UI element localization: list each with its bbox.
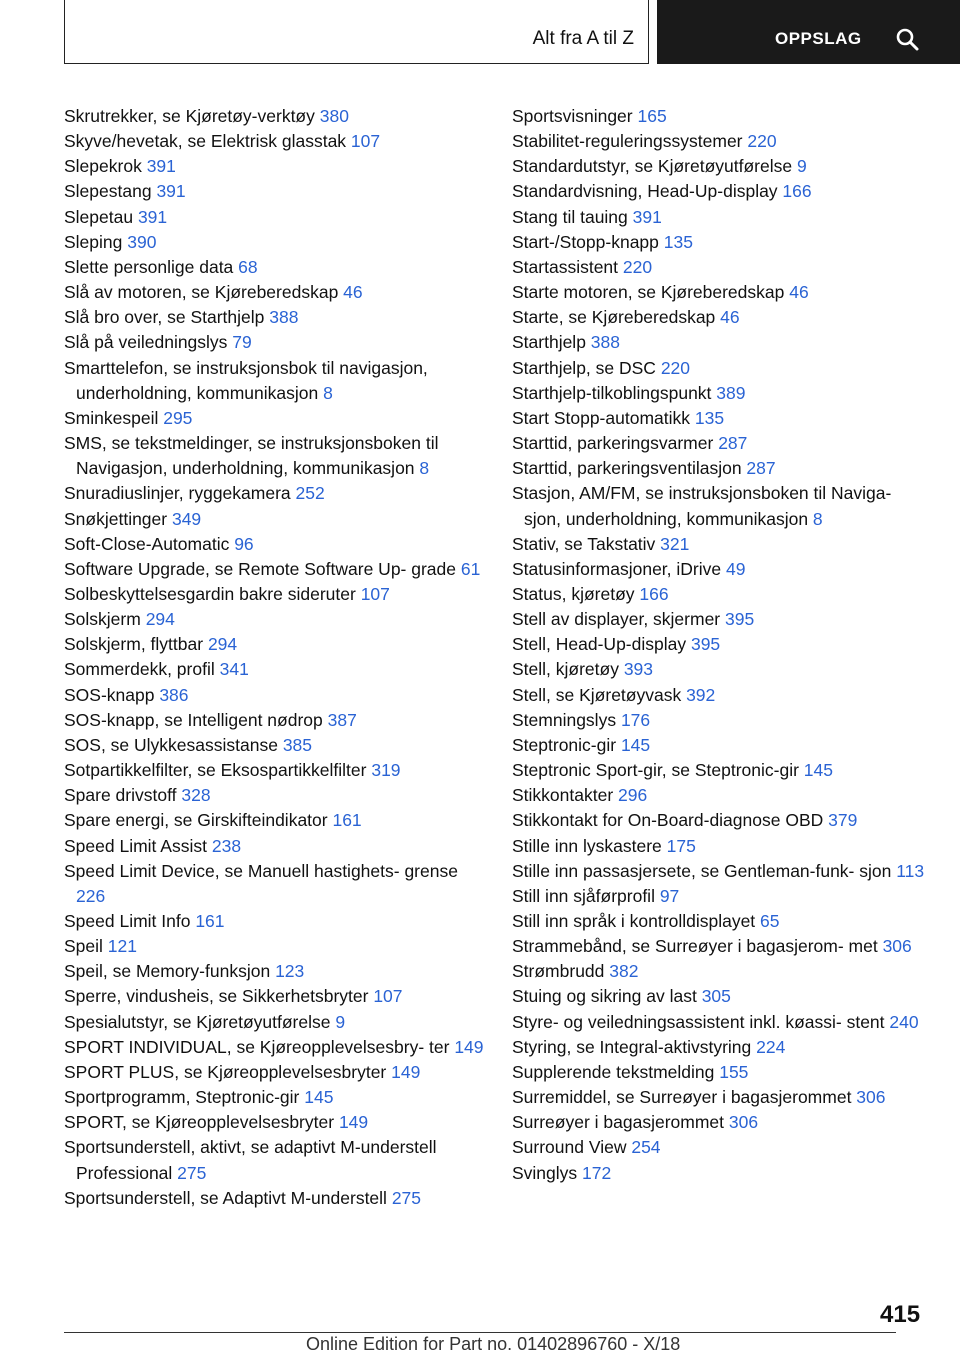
- index-entry-term: Speil: [64, 936, 108, 957]
- index-entry-term: Starte motoren, se Kjøreberedskap: [512, 282, 790, 303]
- page-reference-link[interactable]: 382: [609, 961, 639, 982]
- index-entry-term: Sleping: [64, 231, 128, 252]
- index-entry-term: Starthjelp-tilkoblingspunkt: [512, 382, 717, 403]
- index-entry: [64, 532, 484, 557]
- index-entry: [512, 808, 932, 833]
- index-entry: [64, 481, 484, 506]
- index-entry-term: Stell av displayer, skjermer: [512, 609, 725, 630]
- index-entry: [64, 1110, 484, 1135]
- page-reference-link[interactable]: 46: [720, 307, 740, 328]
- index-entry-term: Starthjelp: [512, 332, 591, 353]
- index-entry: [512, 255, 932, 280]
- index-entry-term: Stell, kjøretøy: [512, 659, 624, 680]
- page-reference-link[interactable]: 275: [177, 1162, 207, 1183]
- page-reference-link[interactable]: 395: [690, 634, 721, 655]
- index-entry: [64, 834, 484, 859]
- page-reference-link[interactable]: 391: [146, 156, 176, 177]
- page-reference-link[interactable]: 275: [391, 1187, 422, 1208]
- index-column-left: [64, 104, 484, 1211]
- index-entry-term: Sportsunderstell, aktivt, se adaptivt M-understell Professional: [64, 1137, 442, 1183]
- index-entry-term: Solbeskyttelsesgardin bakre sideruter: [64, 583, 361, 604]
- index-entry-term: Spesialutstyr, se Kjøretøyutførelse: [64, 1011, 336, 1032]
- index-entry-term: Spare drivstoff: [64, 785, 182, 806]
- index-entry-term: SOS-knapp, se Intelligent nødrop: [64, 709, 328, 730]
- index-entry: [64, 205, 484, 230]
- page-reference-link[interactable]: 46: [789, 282, 809, 303]
- index-entry-term: Sommerdekk, profil: [64, 659, 220, 680]
- page-reference-link[interactable]: 224: [756, 1036, 786, 1057]
- index-entry: [512, 1035, 932, 1060]
- page-reference-link[interactable]: 349: [171, 508, 202, 529]
- index-entry: [64, 607, 484, 632]
- index-entry-term: Software Upgrade, se Remote Software Up‐ grade: [64, 558, 461, 579]
- page-reference-link[interactable]: 61: [460, 558, 481, 579]
- index-entry-term: Surremiddel, se Surreøyer i bagasjerommet: [512, 1087, 857, 1108]
- page-reference-link[interactable]: 341: [219, 659, 249, 680]
- index-entry-term: Stell, se Kjøretøyvask: [512, 684, 687, 705]
- index-entry-term: Surround View: [512, 1137, 632, 1158]
- page-reference-link[interactable]: 161: [195, 911, 225, 931]
- page-reference-link[interactable]: 238: [211, 835, 242, 856]
- page-reference-link[interactable]: 388: [269, 307, 299, 328]
- page-reference-link[interactable]: 113: [896, 860, 925, 881]
- index-entry: [512, 129, 932, 154]
- page-reference-link[interactable]: 328: [181, 785, 211, 806]
- index-entry-term: Stuing og sikring av last: [512, 986, 702, 1007]
- index-entry-term: Speed Limit Info: [64, 911, 196, 931]
- index-entry-term: Stabilitet-reguleringssystemer: [512, 131, 748, 152]
- index-entry-term: Surreøyer i bagasjerommet: [512, 1112, 729, 1133]
- page-reference-link[interactable]: 254: [631, 1137, 661, 1158]
- index-entry: [64, 330, 484, 355]
- index-entry: [512, 783, 932, 808]
- index-entry-term: Statusinformasjoner, iDrive: [512, 558, 726, 579]
- index-entry-term: Standardutstyr, se Kjøretøyutførelse: [512, 156, 797, 177]
- page-reference-link[interactable]: 287: [718, 433, 748, 454]
- index-entry: [512, 1110, 932, 1135]
- index-entry-term: Speed Limit Assist: [64, 835, 212, 856]
- index-entry-term: Stasjon, AM/FM, se instruksjonsboken til Naviga‐ sjon, underholdning, kommunikasjon: [512, 483, 897, 529]
- page-reference-link[interactable]: 97: [659, 885, 680, 906]
- index-entry: [64, 1085, 484, 1110]
- page-reference-link[interactable]: 391: [632, 206, 662, 227]
- index-entry-term: Sportsvisninger: [512, 106, 638, 126]
- index-entry-term: Stang til tauing: [512, 206, 633, 227]
- index-entry: [512, 230, 932, 255]
- index-entry: [512, 657, 932, 682]
- page-reference-link[interactable]: 107: [350, 131, 381, 152]
- page-reference-link[interactable]: 149: [338, 1112, 369, 1133]
- index-entry: [512, 356, 932, 381]
- index-entry-term: Supplerende tekstmelding: [512, 1061, 720, 1082]
- page-reference-link[interactable]: 389: [716, 382, 746, 403]
- page-reference-link[interactable]: 9: [335, 1011, 346, 1032]
- index-entry-term: Slå bro over, se Starthjelp: [64, 307, 270, 328]
- index-entry: [64, 984, 484, 1009]
- index-entry: [512, 1161, 932, 1186]
- index-entry-term: Status, kjøretøy: [512, 583, 640, 604]
- index-entry-term: Soft-Close-Automatic: [64, 533, 235, 554]
- page-reference-link[interactable]: 226: [76, 885, 106, 906]
- page-reference-link[interactable]: 123: [275, 961, 305, 982]
- index-entry-term: Sportprogramm, Steptronic-gir: [64, 1087, 305, 1108]
- index-entry: [64, 230, 484, 255]
- page-reference-link[interactable]: 68: [238, 256, 258, 277]
- index-entry: [512, 1085, 932, 1110]
- index-entry: [64, 1135, 484, 1185]
- page-reference-link[interactable]: 306: [882, 936, 912, 957]
- index-entry-term: Steptronic Sport-gir, se Steptronic-gir: [512, 760, 804, 781]
- index-entry-term: Still inn sjåførprofil: [512, 885, 660, 906]
- index-entry-term: Strammebånd, se Surreøyer i bagasjerom‐ met: [512, 936, 883, 957]
- page-reference-link[interactable]: 240: [889, 1011, 919, 1032]
- index-entry-term: Start-/Stopp-knapp: [512, 231, 664, 252]
- page-reference-link[interactable]: 107: [373, 986, 403, 1007]
- index-entry-term: SOS-knapp: [64, 684, 160, 705]
- index-entry: [512, 557, 932, 582]
- index-entry-term: Slå på veiledningslys: [64, 332, 233, 353]
- index-entry-term: Sotpartikkelfilter, se Eksospartikkelfilter: [64, 760, 372, 781]
- index-entry-term: Stikkontakter: [512, 785, 619, 806]
- index-entry-term: Start Stopp-automatikk: [512, 407, 695, 428]
- page-reference-link[interactable]: 145: [620, 734, 651, 755]
- index-entry: [512, 532, 932, 557]
- page-reference-link[interactable]: 145: [304, 1087, 334, 1108]
- index-entry-term: Speed Limit Device, se Manuell hastighets‐ grense: [64, 860, 463, 881]
- index-entry-term: Skrutrekker, se Kjøretøy-verktøy: [64, 106, 320, 126]
- index-entry: [64, 758, 484, 783]
- index-entry: [64, 1010, 484, 1035]
- index-entry-term: Stativ, se Takstativ: [512, 533, 661, 554]
- page-reference-link[interactable]: 287: [746, 458, 776, 479]
- page-reference-link[interactable]: 46: [343, 282, 363, 303]
- index-entry-term: Steptronic-gir: [512, 734, 621, 755]
- page-reference-link[interactable]: 172: [582, 1162, 612, 1183]
- index-entry: [512, 632, 932, 657]
- index-entry: [64, 431, 484, 481]
- page-reference-link[interactable]: 8: [323, 382, 333, 403]
- page-reference-link[interactable]: 175: [666, 835, 696, 856]
- index-entry: [64, 1186, 484, 1211]
- page-reference-link[interactable]: 390: [127, 231, 157, 252]
- index-entry: [64, 909, 484, 934]
- page-reference-link[interactable]: 121: [107, 936, 137, 957]
- index-entry: [64, 683, 484, 708]
- index-entry: [512, 582, 932, 607]
- edition-note: Online Edition for Part no. 01402896760 - X/18: [306, 1334, 681, 1354]
- index-entry: [64, 808, 484, 833]
- page-reference-link[interactable]: 296: [618, 785, 648, 806]
- index-entry: [512, 104, 932, 129]
- index-entry: [64, 305, 484, 330]
- page-number: 415: [880, 1301, 921, 1328]
- index-entry: [512, 934, 932, 959]
- index-entry-term: Stikkontakt for On-Board-diagnose OBD: [512, 810, 829, 831]
- page-reference-link[interactable]: 107: [360, 583, 390, 604]
- index-entry-term: Styre- og veiledningsassistent inkl. køassi‐ stent: [512, 1011, 890, 1032]
- index-entry-term: Starttid, parkeringsventilasjon: [512, 458, 747, 479]
- index-entry: [64, 356, 484, 406]
- page-reference-link[interactable]: 388: [590, 332, 620, 353]
- index-entry: [512, 280, 932, 305]
- index-entry: [512, 305, 932, 330]
- page-reference-link[interactable]: 49: [725, 558, 746, 579]
- index-entry: [512, 834, 932, 859]
- index-entry-term: Svinglys: [512, 1162, 583, 1183]
- index-entry-term: Sminkespeil: [64, 407, 164, 428]
- page-reference-link[interactable]: 79: [232, 332, 252, 353]
- index-entry-term: Stille inn passasjersete, se Gentleman-funk‐ sjon: [512, 860, 897, 881]
- index-entry: [512, 708, 932, 733]
- index-entry: [512, 1060, 932, 1085]
- index-entry: [512, 733, 932, 758]
- index-entry-term: Standardvisning, Head-Up-display: [512, 181, 783, 202]
- index-entry-term: Stille inn lyskastere: [512, 835, 667, 856]
- index-entry: [64, 1060, 484, 1085]
- index-column-right: [512, 104, 932, 1186]
- index-entry-term: SPORT, se Kjøreopplevelsesbryter: [64, 1112, 339, 1133]
- index-entry-term: Spare energi, se Girskifteindikator: [64, 810, 333, 831]
- index-entry-term: Snøkjettinger: [64, 508, 172, 529]
- page-reference-link[interactable]: 166: [639, 583, 669, 604]
- index-entry-term: Stemningslys: [512, 709, 621, 730]
- index-entry: [512, 179, 932, 204]
- page-reference-link[interactable]: 295: [163, 407, 193, 428]
- page-reference-link[interactable]: 149: [454, 1036, 484, 1057]
- index-entry: [512, 884, 932, 909]
- index-entry-term: Strømbrudd: [512, 961, 610, 982]
- page-reference-link[interactable]: 306: [728, 1112, 759, 1133]
- page-reference-link[interactable]: 294: [145, 609, 175, 630]
- index-entry: [512, 205, 932, 230]
- index-entry: [64, 959, 484, 984]
- index-entry: [512, 1135, 932, 1160]
- page-reference-link[interactable]: 391: [156, 181, 186, 202]
- page-reference-link[interactable]: 96: [234, 533, 254, 554]
- index-entry-term: Sperre, vindusheis, se Sikkerhetsbryter: [64, 986, 374, 1007]
- index-entry-term: Smarttelefon, se instruksjonsbok til navigasjon, underholdning, kommunikasjon: [64, 357, 433, 403]
- page-reference-link[interactable]: 386: [159, 684, 189, 705]
- page-reference-link[interactable]: 321: [660, 533, 690, 554]
- index-entry: [512, 909, 932, 934]
- index-entry: [512, 381, 932, 406]
- index-entry: [512, 330, 932, 355]
- page-reference-link[interactable]: 8: [812, 508, 823, 529]
- index-entry-term: Slette personlige data: [64, 256, 239, 277]
- index-entry: [64, 154, 484, 179]
- page-reference-link[interactable]: 161: [332, 810, 362, 831]
- page-reference-link[interactable]: 8: [419, 458, 430, 479]
- page-reference-link[interactable]: 387: [327, 709, 357, 730]
- page-reference-link[interactable]: 305: [701, 986, 731, 1007]
- index-entry: [64, 129, 484, 154]
- index-entry-term: Skyve/hevetak, se Elektrisk glasstak: [64, 131, 351, 152]
- index-entry: [64, 733, 484, 758]
- index-entry: [64, 934, 484, 959]
- index-entry: [64, 179, 484, 204]
- index-entry: [64, 582, 484, 607]
- index-entry: [512, 481, 932, 531]
- index-entry: [512, 1010, 932, 1035]
- index-entry-term: SOS, se Ulykkesassistanse: [64, 734, 283, 755]
- page-reference-link[interactable]: 176: [620, 709, 651, 730]
- page-reference-link[interactable]: 149: [391, 1061, 421, 1082]
- index-entry-term: Starte, se Kjøreberedskap: [512, 307, 721, 328]
- index-entry: [512, 431, 932, 456]
- page-reference-link[interactable]: 379: [828, 810, 858, 831]
- index-entry-term: Slepestang: [64, 181, 157, 202]
- index-entry-term: Styring, se Integral-aktivstyring: [512, 1036, 757, 1057]
- index-entry-term: Stell, Head-Up-display: [512, 634, 691, 655]
- index-entry: [512, 984, 932, 1009]
- page-reference-link[interactable]: 165: [637, 106, 667, 126]
- index-entry-term: SPORT PLUS, se Kjøreopplevelsesbryter: [64, 1061, 392, 1082]
- index-entry: [512, 154, 932, 179]
- index-entry: [64, 657, 484, 682]
- footer-divider: [64, 1332, 896, 1333]
- page-reference-link[interactable]: 392: [686, 684, 716, 705]
- section-title: Alt fra A til Z: [532, 28, 634, 49]
- index-entry-term: Speil, se Memory-funksjon: [64, 961, 276, 982]
- index-entry: [512, 607, 932, 632]
- index-entry: [64, 1035, 484, 1060]
- index-entry-term: Slå av motoren, se Kjøreberedskap: [64, 282, 344, 303]
- index-entry: [64, 507, 484, 532]
- index-entry-term: Solskjerm, flyttbar: [64, 634, 208, 655]
- index-entry: [512, 683, 932, 708]
- index-entry-term: Starthjelp, se DSC: [512, 357, 661, 378]
- page-reference-link[interactable]: 380: [319, 106, 349, 126]
- lookup-tab-label: OPPSLAG: [775, 29, 862, 48]
- page-reference-link[interactable]: 65: [760, 911, 780, 931]
- index-entry-term: Sportsunderstell, se Adaptivt M-understell: [64, 1187, 392, 1208]
- page-reference-link[interactable]: 155: [719, 1061, 749, 1082]
- index-entry-term: Snuradiuslinjer, ryggekamera: [64, 483, 296, 504]
- index-entry: [512, 758, 932, 783]
- index-entry: [512, 406, 932, 431]
- index-entry: [64, 859, 484, 909]
- index-entry: [64, 557, 484, 582]
- page-reference-link[interactable]: 135: [694, 407, 725, 428]
- index-entry: [64, 255, 484, 280]
- page-reference-link[interactable]: 220: [747, 131, 777, 152]
- index-entry: [64, 783, 484, 808]
- page-reference-link[interactable]: 306: [856, 1087, 886, 1108]
- index-entry: [64, 708, 484, 733]
- index-entry: [512, 959, 932, 984]
- page-reference-link[interactable]: 319: [371, 760, 401, 781]
- index-entry: [64, 104, 484, 129]
- page-reference-link[interactable]: 393: [623, 659, 654, 680]
- page-reference-link[interactable]: 166: [782, 181, 812, 202]
- index-entry-term: SMS, se tekstmeldinger, se instruksjonsboken til Navigasjon, underholdning, kommunikasjon: [64, 433, 444, 479]
- page-reference-link[interactable]: 220: [660, 357, 691, 378]
- index-entry-term: Slepekrok: [64, 156, 147, 177]
- page-reference-link[interactable]: 252: [295, 483, 325, 504]
- search-icon[interactable]: [896, 28, 920, 52]
- section-title-box: [64, 0, 649, 64]
- page-reference-link[interactable]: 385: [282, 734, 313, 755]
- page-reference-link[interactable]: 294: [207, 634, 238, 655]
- page-reference-link[interactable]: 9: [796, 156, 807, 177]
- index-entry-term: Still inn språk i kontrolldisplayet: [512, 911, 761, 931]
- page-reference-link[interactable]: 391: [137, 206, 168, 227]
- page-reference-link[interactable]: 145: [803, 760, 833, 781]
- index-entry-term: Starttid, parkeringsvarmer: [512, 433, 719, 454]
- index-entry: [64, 406, 484, 431]
- index-entry: [64, 280, 484, 305]
- index-entry-term: Slepetau: [64, 206, 138, 227]
- index-entry: [512, 456, 932, 481]
- index-entry-term: Startassistent: [512, 256, 623, 277]
- page-header: [0, 0, 960, 66]
- index-entry-term: SPORT INDIVIDUAL, se Kjøreopplevelsesbry‐ ter: [64, 1036, 455, 1057]
- index-entry: [64, 632, 484, 657]
- page-reference-link[interactable]: 135: [663, 231, 693, 252]
- page-reference-link[interactable]: 395: [725, 609, 755, 630]
- index-entry-term: Solskjerm: [64, 609, 146, 630]
- page-reference-link[interactable]: 220: [622, 256, 653, 277]
- index-entry: [512, 859, 932, 884]
